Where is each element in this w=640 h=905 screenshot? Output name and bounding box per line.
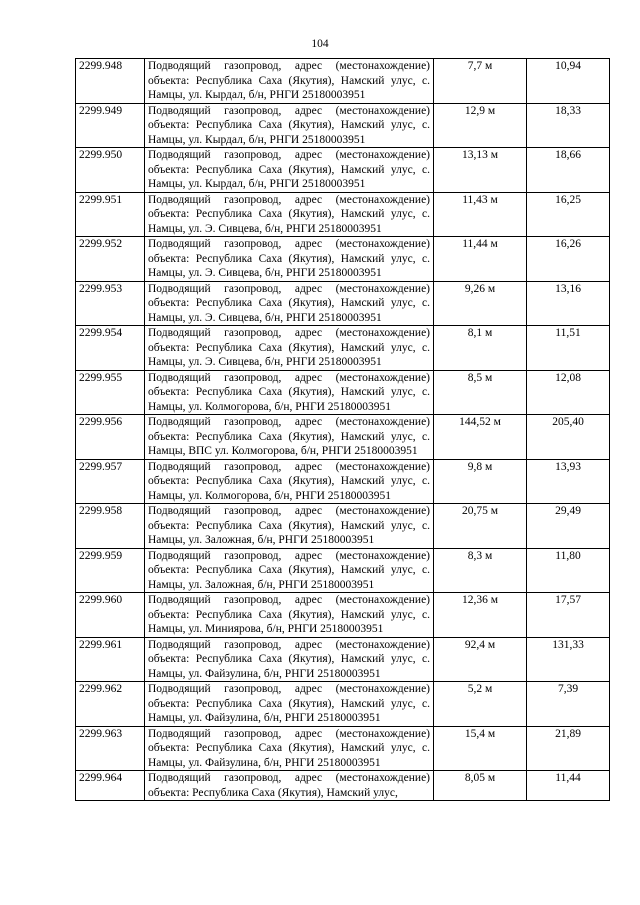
row-value: 16,26 [527, 237, 610, 282]
table-row [76, 504, 610, 549]
register-table [75, 58, 610, 801]
table-row [76, 326, 610, 371]
row-value: 29,49 [527, 504, 610, 549]
row-description: Подводящий газопровод, адрес (местонахождение) объекта: Республика Саха (Якутия), Намский улус, с. Намцы, ул. Файзулина, б/н, РНГИ 25180003951 [145, 682, 434, 727]
row-value: 13,93 [527, 459, 610, 504]
row-description: Подводящий газопровод, адрес (местонахождение) объекта: Республика Саха (Якутия), Намский улус, с. Намцы, ул. Колмогорова, б/н, РНГИ 25180003951 [145, 459, 434, 504]
row-number: 2299.956 [76, 415, 145, 460]
table-row [76, 682, 610, 727]
row-number: 2299.962 [76, 682, 145, 727]
row-length: 12,9 м [434, 103, 527, 148]
row-description: Подводящий газопровод, адрес (местонахождение) объекта: Республика Саха (Якутия), Намский улус, с. Намцы, ул. Файзулина, б/н, РНГИ 25180003951 [145, 637, 434, 682]
row-length: 144,52 м [434, 415, 527, 460]
row-number: 2299.950 [76, 148, 145, 193]
row-description: Подводящий газопровод, адрес (местонахождение) объекта: Республика Саха (Якутия), Намский улус, [145, 771, 434, 801]
row-description: Подводящий газопровод, адрес (местонахождение) объекта: Республика Саха (Якутия), Намский улус, с. Намцы, ул. Кырдал, б/н, РНГИ 25180003951 [145, 148, 434, 193]
row-description: Подводящий газопровод, адрес (местонахождение) объекта: Республика Саха (Якутия), Намский улус, с. Намцы, ул. Колмогорова, б/н, РНГИ 25180003951 [145, 370, 434, 415]
row-description: Подводящий газопровод, адрес (местонахождение) объекта: Республика Саха (Якутия), Намский улус, с. Намцы, ул. Миниярова, б/н, РНГИ 25180003951 [145, 593, 434, 638]
row-length: 20,75 м [434, 504, 527, 549]
table-row [76, 237, 610, 282]
table-row [76, 459, 610, 504]
row-number: 2299.957 [76, 459, 145, 504]
row-description: Подводящий газопровод, адрес (местонахождение) объекта: Республика Саха (Якутия), Намский улус, с. Намцы, ул. Заложная, б/н, РНГИ 25180003951 [145, 504, 434, 549]
page-number: 104 [311, 38, 329, 50]
table-row [76, 281, 610, 326]
row-number: 2299.960 [76, 593, 145, 638]
row-description: Подводящий газопровод, адрес (местонахождение) объекта: Республика Саха (Якутия), Намский улус, с. Намцы, ул. Э. Сивцева, б/н, РНГИ 25180003951 [145, 281, 434, 326]
row-value: 11,44 [527, 771, 610, 801]
row-number: 2299.948 [76, 59, 145, 104]
row-value: 12,08 [527, 370, 610, 415]
row-description: Подводящий газопровод, адрес (местонахождение) объекта: Республика Саха (Якутия), Намский улус, с. Намцы, ВПС ул. Колмогорова, б/н, РНГИ 25180003951 [145, 415, 434, 460]
row-length: 11,44 м [434, 237, 527, 282]
row-value: 11,80 [527, 548, 610, 593]
row-length: 12,36 м [434, 593, 527, 638]
row-value: 7,39 [527, 682, 610, 727]
row-number: 2299.959 [76, 548, 145, 593]
row-number: 2299.958 [76, 504, 145, 549]
row-value: 21,89 [527, 726, 610, 771]
row-description: Подводящий газопровод, адрес (местонахождение) объекта: Республика Саха (Якутия), Намский улус, с. Намцы, ул. Кырдал, б/н, РНГИ 25180003951 [145, 59, 434, 104]
row-number: 2299.949 [76, 103, 145, 148]
table-row [76, 103, 610, 148]
row-value: 131,33 [527, 637, 610, 682]
row-value: 16,25 [527, 192, 610, 237]
row-number: 2299.954 [76, 326, 145, 371]
table-row [76, 548, 610, 593]
table-row [76, 726, 610, 771]
row-value: 18,33 [527, 103, 610, 148]
table-row [76, 771, 610, 801]
row-length: 9,26 м [434, 281, 527, 326]
row-description: Подводящий газопровод, адрес (местонахождение) объекта: Республика Саха (Якутия), Намский улус, с. Намцы, ул. Заложная, б/н, РНГИ 25180003951 [145, 548, 434, 593]
register-table-body [76, 59, 610, 801]
row-length: 8,05 м [434, 771, 527, 801]
table-row [76, 370, 610, 415]
row-number: 2299.964 [76, 771, 145, 801]
row-number: 2299.951 [76, 192, 145, 237]
row-length: 8,5 м [434, 370, 527, 415]
row-length: 8,1 м [434, 326, 527, 371]
row-description: Подводящий газопровод, адрес (местонахождение) объекта: Республика Саха (Якутия), Намский улус, с. Намцы, ул. Э. Сивцева, б/н, РНГИ 25180003951 [145, 192, 434, 237]
row-number: 2299.963 [76, 726, 145, 771]
row-length: 92,4 м [434, 637, 527, 682]
row-value: 18,66 [527, 148, 610, 193]
row-length: 5,2 м [434, 682, 527, 727]
row-length: 8,3 м [434, 548, 527, 593]
row-length: 15,4 м [434, 726, 527, 771]
table-row [76, 637, 610, 682]
row-description: Подводящий газопровод, адрес (местонахождение) объекта: Республика Саха (Якутия), Намский улус, с. Намцы, ул. Файзулина, б/н, РНГИ 25180003951 [145, 726, 434, 771]
row-number: 2299.952 [76, 237, 145, 282]
row-number: 2299.961 [76, 637, 145, 682]
table-row [76, 148, 610, 193]
row-value: 205,40 [527, 415, 610, 460]
row-value: 17,57 [527, 593, 610, 638]
row-length: 7,7 м [434, 59, 527, 104]
row-value: 11,51 [527, 326, 610, 371]
row-value: 13,16 [527, 281, 610, 326]
table-row [76, 59, 610, 104]
row-number: 2299.955 [76, 370, 145, 415]
row-length: 13,13 м [434, 148, 527, 193]
row-description: Подводящий газопровод, адрес (местонахождение) объекта: Республика Саха (Якутия), Намский улус, с. Намцы, ул. Кырдал, б/н, РНГИ 25180003951 [145, 103, 434, 148]
row-description: Подводящий газопровод, адрес (местонахождение) объекта: Республика Саха (Якутия), Намский улус, с. Намцы, ул. Э. Сивцева, б/н, РНГИ 25180003951 [145, 237, 434, 282]
row-length: 9,8 м [434, 459, 527, 504]
table-row [76, 415, 610, 460]
row-description: Подводящий газопровод, адрес (местонахождение) объекта: Республика Саха (Якутия), Намский улус, с. Намцы, ул. Э. Сивцева, б/н, РНГИ 25180003951 [145, 326, 434, 371]
table-row [76, 192, 610, 237]
table-row [76, 593, 610, 638]
row-number: 2299.953 [76, 281, 145, 326]
row-value: 10,94 [527, 59, 610, 104]
row-length: 11,43 м [434, 192, 527, 237]
